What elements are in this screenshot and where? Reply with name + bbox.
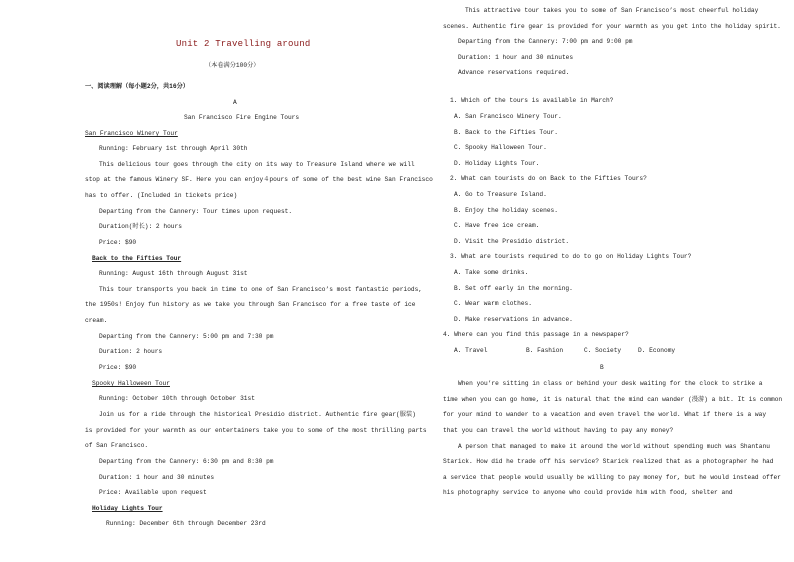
- passage-b-line: a service that people would usually be willing to pay money for, but he would instead offer: [443, 474, 781, 481]
- tour-line: Price: Available upon request: [99, 489, 207, 496]
- tour-name: San Francisco Winery Tour: [85, 130, 178, 137]
- tour-line: the 1950s! Enjoy fun history as we take you through San Francisco for a free taste of ice: [85, 301, 416, 308]
- tour-name: Spooky Halloween Tour: [92, 380, 170, 387]
- option: C. Spooky Halloween Tour.: [454, 144, 547, 151]
- passage-b-line: time when you can go home, it is natural that the mind can wander (漫游) a bit. It is common: [443, 396, 783, 403]
- option: C. Wear warm clothes.: [454, 300, 532, 307]
- section-heading: 一、阅读理解（每小题2分，共16分）: [85, 83, 189, 90]
- question: 3. What are tourists required to do to go on Holiday Lights Tour?: [450, 253, 692, 260]
- passage-a-heading: San Francisco Fire Engine Tours: [184, 114, 300, 121]
- tour-line: Running: December 6th through December 23rd: [106, 520, 266, 527]
- tour-line: Departing from the Cannery: 6:30 pm and 8:30 pm: [99, 458, 274, 465]
- question: 4. Where can you find this passage in a newspaper?: [443, 331, 629, 338]
- option: D. Make reservations in advance.: [454, 316, 573, 323]
- tour-line: is provided for your warmth as our entertainers take you to some of the most thrilling parts: [85, 427, 427, 434]
- option: C. Have free ice cream.: [454, 222, 540, 229]
- option: B. Set off early in the morning.: [454, 285, 573, 292]
- tour-line: Running: October 10th through October 31st: [99, 395, 255, 402]
- tour-line: This tour transports you back in time to one of San Francisco’s most fantastic periods,: [99, 286, 423, 293]
- tour-line: Running: August 16th through August 31st: [99, 270, 248, 277]
- tour-line: Duration: 1 hour and 30 minutes: [99, 474, 215, 481]
- option: A. Go to Treasure Island.: [454, 191, 547, 198]
- option: D. Economy: [638, 347, 676, 354]
- passage-b-line: Starick. How did he trade off his service? Starick realized that as a photographer he had: [443, 458, 774, 465]
- tour-line: Join us for a ride through the historical Presidio district. Authentic fire gear(服装): [99, 411, 416, 418]
- tour-line: This delicious tour goes through the city on its way to Treasure Island where we will: [99, 161, 415, 168]
- holiday-line: Duration: 1 hour and 30 minutes: [458, 54, 574, 61]
- holiday-line: Advance reservations required.: [458, 69, 570, 76]
- tour-line: Running: February 1st through April 30th: [99, 145, 248, 152]
- option: A. San Francisco Winery Tour.: [454, 113, 562, 120]
- question: 1. Which of the tours is available in March?: [450, 97, 614, 104]
- score-note: （本卷满分100分）: [205, 62, 260, 69]
- tour-line: Duration: 2 hours: [99, 348, 163, 355]
- passage-b-line: When you’re sitting in class or behind your desk waiting for the clock to strike a: [458, 380, 763, 387]
- passage-b-line: his photography service to anyone who could provide him with food, shelter and: [443, 489, 733, 496]
- option: C. Society: [584, 347, 622, 354]
- tour-line: Duration(时长): 2 hours: [99, 223, 182, 230]
- tour-line: Price: $90: [99, 239, 137, 246]
- tour-line: Departing from the Cannery: 5:00 pm and 7:30 pm: [99, 333, 274, 340]
- option: B. Back to the Fifties Tour.: [454, 129, 558, 136]
- option: D. Holiday Lights Tour.: [454, 160, 540, 167]
- holiday-line: scenes. Authentic fire gear is provided for your warmth as you get into the holiday spirit.: [443, 23, 781, 30]
- holiday-line: This attractive tour takes you to some of San Francisco’s most cheerful holiday: [465, 7, 759, 14]
- holiday-line: Departing from the Cannery: 7:00 pm and 9:00 pm: [458, 38, 633, 45]
- tour-name: Holiday Lights Tour: [92, 505, 163, 512]
- option: A. Travel: [454, 347, 488, 354]
- option: B. Enjoy the holiday scenes.: [454, 207, 558, 214]
- passage-b-line: for your mind to wander to a vacation and even travel the world. What if there is a way: [443, 411, 767, 418]
- passage-b-letter: B: [600, 364, 604, 371]
- tour-line: of San Francisco.: [85, 442, 149, 449]
- question: 2. What can tourists do on Back to the Fifties Tours?: [450, 175, 647, 182]
- passage-b-line: A person that managed to make it around the world without spending much was Shantanu: [458, 443, 770, 450]
- tour-line: Price: $90: [99, 364, 137, 371]
- tour-line: cream.: [85, 317, 108, 324]
- passage-b-line: that you can travel the world without having to pay any money?: [443, 427, 674, 434]
- tour-line: Departing from the Cannery: Tour times upon request.: [99, 208, 293, 215]
- passage-a-letter: A: [233, 99, 237, 106]
- option: D. Visit the Presidio district.: [454, 238, 570, 245]
- tour-name: Back to the Fifties Tour: [92, 255, 182, 262]
- tour-line: stop at the famous Winery SF. Here you can enjoy４pours of some of the best wine San Francisco: [85, 176, 433, 183]
- tour-line: has to offer. (Included in tickets price): [85, 192, 238, 199]
- option: B. Fashion: [526, 347, 564, 354]
- page-title: Unit 2 Travelling around: [176, 39, 311, 49]
- option: A. Take some drinks.: [454, 269, 529, 276]
